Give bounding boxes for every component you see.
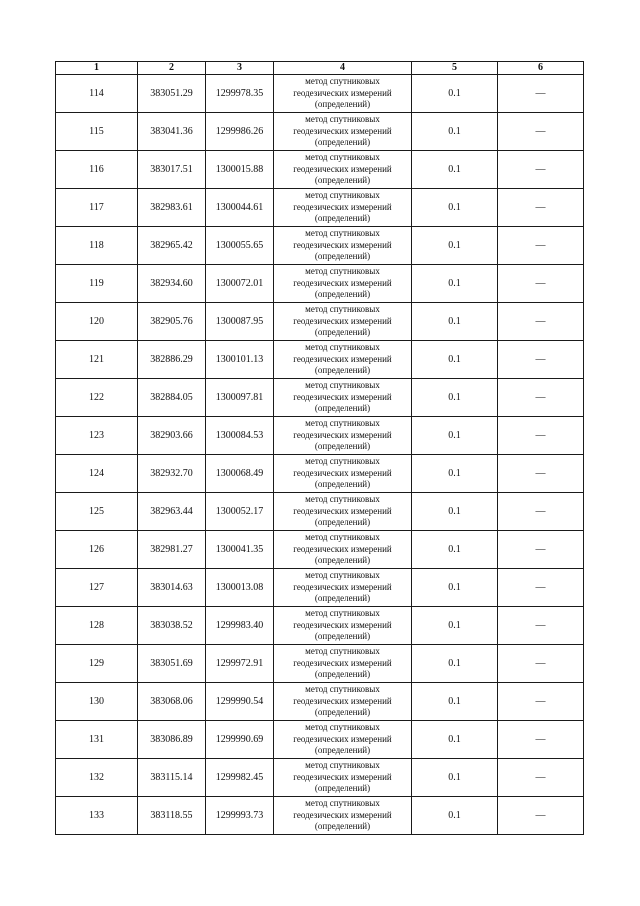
- method-cell: [274, 645, 412, 683]
- table-row: [56, 417, 584, 455]
- point-number-cell: 119: [56, 265, 138, 303]
- method-text-line: (определений): [314, 707, 371, 718]
- coordinate-y-cell: 1300084.53: [206, 417, 274, 455]
- coordinate-y-cell: 1299982.45: [206, 759, 274, 797]
- method-text-line: геодезических измерений: [293, 543, 392, 554]
- note-cell: —: [498, 227, 584, 265]
- point-number-cell: 115: [56, 113, 138, 151]
- accuracy-cell: 0.1: [412, 607, 498, 645]
- method-cell: [274, 683, 412, 721]
- accuracy-cell: 0.1: [412, 569, 498, 607]
- coordinate-y-cell: 1300055.65: [206, 227, 274, 265]
- table-row: [56, 265, 584, 303]
- note-cell: —: [498, 607, 584, 645]
- method-text-line: (определений): [314, 403, 371, 414]
- column-header-6: 6: [498, 62, 584, 75]
- point-number-cell: 133: [56, 797, 138, 835]
- point-number-cell: 114: [56, 75, 138, 113]
- method-cell: [274, 797, 412, 835]
- coordinate-y-cell: 1300044.61: [206, 189, 274, 227]
- method-text-line: (определений): [314, 783, 371, 794]
- note-cell: —: [498, 341, 584, 379]
- note-cell: —: [498, 189, 584, 227]
- method-text-line: (определений): [314, 175, 371, 186]
- coordinate-x-cell: 382981.27: [138, 531, 206, 569]
- coordinate-x-cell: 382983.61: [138, 189, 206, 227]
- method-text-line: метод спутниковых: [305, 380, 380, 391]
- method-text-line: геодезических измерений: [293, 733, 392, 744]
- coordinate-x-cell: 383086.89: [138, 721, 206, 759]
- coordinate-y-cell: 1300101.13: [206, 341, 274, 379]
- coordinate-x-cell: 382932.70: [138, 455, 206, 493]
- coordinate-x-cell: 382963.44: [138, 493, 206, 531]
- method-text-line: (определений): [314, 251, 371, 262]
- method-cell: [274, 531, 412, 569]
- method-text-line: метод спутниковых: [305, 798, 380, 809]
- method-text-line: (определений): [314, 327, 371, 338]
- table-row: [56, 455, 584, 493]
- method-cell: [274, 493, 412, 531]
- coordinate-y-cell: 1300015.88: [206, 151, 274, 189]
- point-number-cell: 130: [56, 683, 138, 721]
- accuracy-cell: 0.1: [412, 797, 498, 835]
- method-text-line: геодезических измерений: [293, 657, 392, 668]
- method-text-line: геодезических измерений: [293, 163, 392, 174]
- table-row: [56, 151, 584, 189]
- accuracy-cell: 0.1: [412, 645, 498, 683]
- column-header-4: 4: [274, 62, 412, 75]
- coordinate-y-cell: 1299972.91: [206, 645, 274, 683]
- method-cell: [274, 303, 412, 341]
- method-text-line: (определений): [314, 137, 371, 148]
- method-text-line: (определений): [314, 593, 371, 604]
- coordinate-y-cell: 1300052.17: [206, 493, 274, 531]
- coordinate-y-cell: 1299990.54: [206, 683, 274, 721]
- point-number-cell: 127: [56, 569, 138, 607]
- method-text-line: геодезических измерений: [293, 315, 392, 326]
- column-header-3: 3: [206, 62, 274, 75]
- coordinate-x-cell: 383041.36: [138, 113, 206, 151]
- method-text-line: геодезических измерений: [293, 505, 392, 516]
- method-cell: [274, 417, 412, 455]
- note-cell: —: [498, 303, 584, 341]
- table-header: [56, 62, 584, 75]
- table-row: [56, 569, 584, 607]
- point-number-cell: 120: [56, 303, 138, 341]
- coordinate-x-cell: 382905.76: [138, 303, 206, 341]
- method-text-line: метод спутниковых: [305, 684, 380, 695]
- note-cell: —: [498, 645, 584, 683]
- point-number-cell: 131: [56, 721, 138, 759]
- accuracy-cell: 0.1: [412, 531, 498, 569]
- method-text-line: геодезических измерений: [293, 277, 392, 288]
- column-header-2: 2: [138, 62, 206, 75]
- point-number-cell: 117: [56, 189, 138, 227]
- point-number-cell: 123: [56, 417, 138, 455]
- method-text-line: геодезических измерений: [293, 695, 392, 706]
- note-cell: —: [498, 379, 584, 417]
- table-row: [56, 379, 584, 417]
- table-row: [56, 797, 584, 835]
- method-text-line: (определений): [314, 479, 371, 490]
- point-number-cell: 122: [56, 379, 138, 417]
- note-cell: —: [498, 151, 584, 189]
- accuracy-cell: 0.1: [412, 189, 498, 227]
- method-text-line: метод спутниковых: [305, 76, 380, 87]
- coordinate-x-cell: 383014.63: [138, 569, 206, 607]
- method-text-line: (определений): [314, 821, 371, 832]
- coordinate-y-cell: 1300097.81: [206, 379, 274, 417]
- method-text-line: геодезических измерений: [293, 619, 392, 630]
- column-header-5: 5: [412, 62, 498, 75]
- accuracy-cell: 0.1: [412, 493, 498, 531]
- method-text-line: геодезических измерений: [293, 201, 392, 212]
- method-text-line: (определений): [314, 745, 371, 756]
- coordinate-y-cell: 1300041.35: [206, 531, 274, 569]
- point-number-cell: 128: [56, 607, 138, 645]
- table-row: [56, 759, 584, 797]
- coordinates-table: [55, 61, 584, 835]
- method-text-line: метод спутниковых: [305, 304, 380, 315]
- point-number-cell: 124: [56, 455, 138, 493]
- method-cell: [274, 455, 412, 493]
- method-text-line: метод спутниковых: [305, 190, 380, 201]
- method-text-line: геодезических измерений: [293, 391, 392, 402]
- point-number-cell: 121: [56, 341, 138, 379]
- accuracy-cell: 0.1: [412, 417, 498, 455]
- method-text-line: метод спутниковых: [305, 646, 380, 657]
- column-header-1: 1: [56, 62, 138, 75]
- accuracy-cell: 0.1: [412, 151, 498, 189]
- method-text-line: метод спутниковых: [305, 152, 380, 163]
- method-text-line: метод спутниковых: [305, 228, 380, 239]
- coordinate-x-cell: 382886.29: [138, 341, 206, 379]
- coordinate-x-cell: 382965.42: [138, 227, 206, 265]
- note-cell: —: [498, 113, 584, 151]
- point-number-cell: 129: [56, 645, 138, 683]
- method-text-line: геодезических измерений: [293, 581, 392, 592]
- coordinate-x-cell: 383051.29: [138, 75, 206, 113]
- note-cell: —: [498, 75, 584, 113]
- note-cell: —: [498, 417, 584, 455]
- note-cell: —: [498, 455, 584, 493]
- method-cell: [274, 75, 412, 113]
- coordinate-y-cell: 1300087.95: [206, 303, 274, 341]
- coordinate-x-cell: 383118.55: [138, 797, 206, 835]
- table-row: [56, 341, 584, 379]
- method-text-line: метод спутниковых: [305, 532, 380, 543]
- coordinate-x-cell: 382903.66: [138, 417, 206, 455]
- accuracy-cell: 0.1: [412, 113, 498, 151]
- table-row: [56, 303, 584, 341]
- coordinate-x-cell: 383068.06: [138, 683, 206, 721]
- table-row: [56, 721, 584, 759]
- table-row: [56, 607, 584, 645]
- method-text-line: метод спутниковых: [305, 114, 380, 125]
- method-text-line: геодезических измерений: [293, 467, 392, 478]
- accuracy-cell: 0.1: [412, 683, 498, 721]
- method-cell: [274, 569, 412, 607]
- table-body: [56, 75, 584, 835]
- note-cell: —: [498, 265, 584, 303]
- coordinate-x-cell: 383017.51: [138, 151, 206, 189]
- coordinate-y-cell: 1299986.26: [206, 113, 274, 151]
- header-row: [56, 62, 584, 75]
- note-cell: —: [498, 721, 584, 759]
- coordinate-y-cell: 1299983.40: [206, 607, 274, 645]
- coordinate-x-cell: 382934.60: [138, 265, 206, 303]
- note-cell: —: [498, 531, 584, 569]
- method-text-line: (определений): [314, 441, 371, 452]
- coordinate-y-cell: 1299978.35: [206, 75, 274, 113]
- method-cell: [274, 341, 412, 379]
- method-cell: [274, 227, 412, 265]
- method-text-line: метод спутниковых: [305, 722, 380, 733]
- method-text-line: метод спутниковых: [305, 608, 380, 619]
- method-text-line: метод спутниковых: [305, 342, 380, 353]
- table-row: [56, 683, 584, 721]
- method-text-line: (определений): [314, 631, 371, 642]
- accuracy-cell: 0.1: [412, 341, 498, 379]
- accuracy-cell: 0.1: [412, 379, 498, 417]
- point-number-cell: 132: [56, 759, 138, 797]
- coordinate-x-cell: 383038.52: [138, 607, 206, 645]
- accuracy-cell: 0.1: [412, 721, 498, 759]
- point-number-cell: 116: [56, 151, 138, 189]
- method-text-line: метод спутниковых: [305, 570, 380, 581]
- note-cell: —: [498, 759, 584, 797]
- method-text-line: (определений): [314, 99, 371, 110]
- accuracy-cell: 0.1: [412, 265, 498, 303]
- method-text-line: геодезических измерений: [293, 429, 392, 440]
- method-cell: [274, 189, 412, 227]
- table-row: [56, 227, 584, 265]
- method-cell: [274, 379, 412, 417]
- point-number-cell: 126: [56, 531, 138, 569]
- table-row: [56, 493, 584, 531]
- accuracy-cell: 0.1: [412, 455, 498, 493]
- coordinate-y-cell: 1300068.49: [206, 455, 274, 493]
- note-cell: —: [498, 683, 584, 721]
- coordinate-x-cell: 382884.05: [138, 379, 206, 417]
- method-cell: [274, 151, 412, 189]
- method-text-line: метод спутниковых: [305, 760, 380, 771]
- method-text-line: (определений): [314, 669, 371, 680]
- coordinate-y-cell: 1300072.01: [206, 265, 274, 303]
- method-text-line: геодезических измерений: [293, 239, 392, 250]
- method-cell: [274, 113, 412, 151]
- method-text-line: геодезических измерений: [293, 771, 392, 782]
- table-row: [56, 189, 584, 227]
- table-row: [56, 531, 584, 569]
- coordinate-x-cell: 383051.69: [138, 645, 206, 683]
- method-text-line: (определений): [314, 365, 371, 376]
- note-cell: —: [498, 797, 584, 835]
- method-text-line: (определений): [314, 289, 371, 300]
- method-text-line: метод спутниковых: [305, 494, 380, 505]
- table-row: [56, 75, 584, 113]
- method-text-line: геодезических измерений: [293, 125, 392, 136]
- method-text-line: геодезических измерений: [293, 809, 392, 820]
- coordinate-x-cell: 383115.14: [138, 759, 206, 797]
- accuracy-cell: 0.1: [412, 759, 498, 797]
- method-text-line: (определений): [314, 555, 371, 566]
- point-number-cell: 125: [56, 493, 138, 531]
- method-text-line: (определений): [314, 213, 371, 224]
- table-row: [56, 113, 584, 151]
- method-text-line: метод спутниковых: [305, 418, 380, 429]
- method-cell: [274, 607, 412, 645]
- point-number-cell: 118: [56, 227, 138, 265]
- method-text-line: геодезических измерений: [293, 87, 392, 98]
- coordinate-y-cell: 1299990.69: [206, 721, 274, 759]
- note-cell: —: [498, 569, 584, 607]
- method-cell: [274, 265, 412, 303]
- table-row: [56, 645, 584, 683]
- coordinate-y-cell: 1299993.73: [206, 797, 274, 835]
- method-text-line: метод спутниковых: [305, 456, 380, 467]
- accuracy-cell: 0.1: [412, 303, 498, 341]
- note-cell: —: [498, 493, 584, 531]
- coordinate-y-cell: 1300013.08: [206, 569, 274, 607]
- method-text-line: геодезических измерений: [293, 353, 392, 364]
- accuracy-cell: 0.1: [412, 227, 498, 265]
- method-cell: [274, 721, 412, 759]
- method-cell: [274, 759, 412, 797]
- method-text-line: метод спутниковых: [305, 266, 380, 277]
- accuracy-cell: 0.1: [412, 75, 498, 113]
- method-text-line: (определений): [314, 517, 371, 528]
